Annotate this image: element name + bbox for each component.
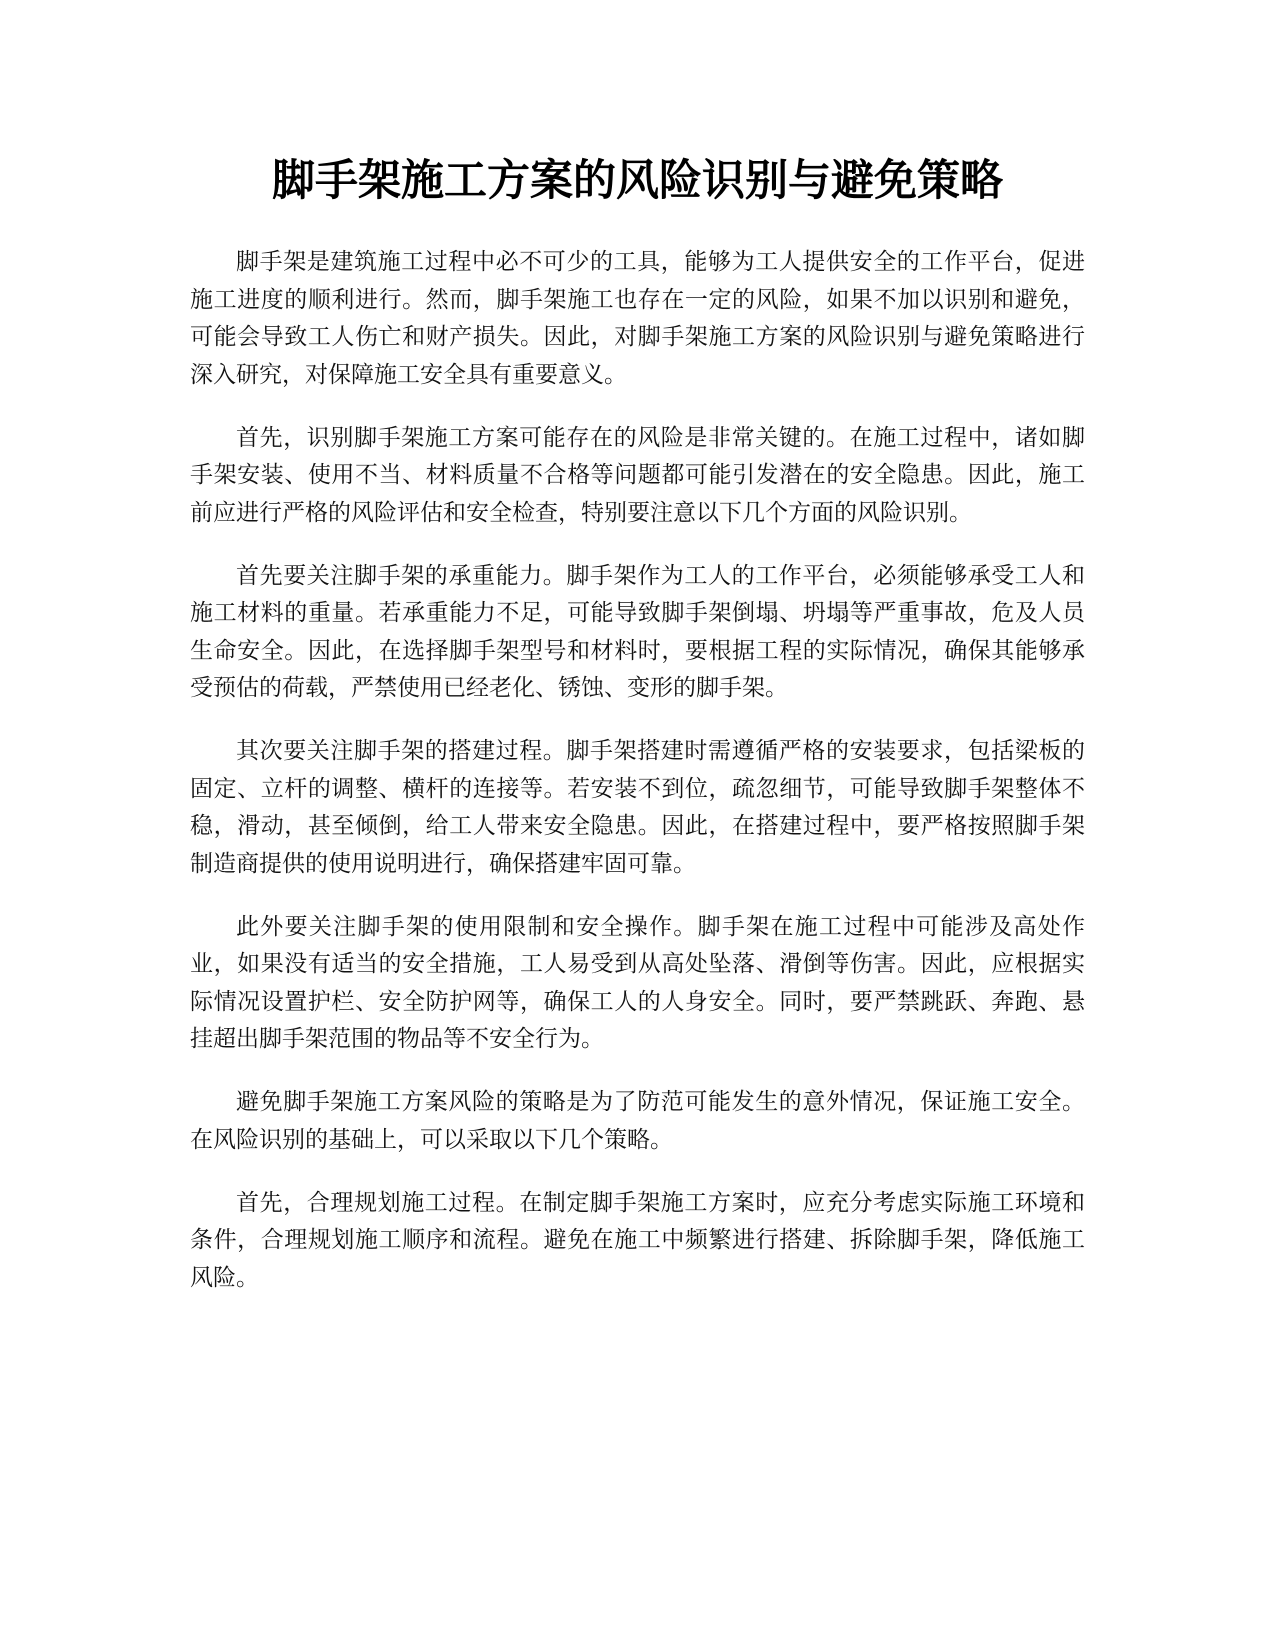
paragraph-risk-identification: 首先，识别脚手架施工方案可能存在的风险是非常关键的。在施工过程中，诸如脚手架安装、使用不当、材料质量不合格等问题都可能引发潜在的安全隐患。因此，施工前应进行严格的风险评估和安全检查，特别要注意以下几个方面的风险识别。 (190, 424, 1085, 526)
paragraph-intro: 脚手架是建筑施工过程中必不可少的工具，能够为工人提供安全的工作平台，促进施工进度的顺利进行。然而，脚手架施工也存在一定的风险，如果不加以识别和避免，可能会导致工人伤亡和财产损失。因此，对脚手架施工方案的风险识别与避免策略进行深入研究，对保障施工安全具有重要意义。 (190, 249, 1085, 388)
document-body (190, 244, 1085, 1323)
paragraph-planning: 首先，合理规划施工过程。在制定脚手架施工方案时，应充分考虑实际施工环境和条件，合理规划施工顺序和流程。避免在施工中频繁进行搭建、拆除脚手架，降低施工风险。 (190, 1189, 1085, 1291)
paragraph-load-capacity: 首先要关注脚手架的承重能力。脚手架作为工人的工作平台，必须能够承受工人和施工材料的重量。若承重能力不足，可能导致脚手架倒塌、坍塌等严重事故，危及人员生命安全。因此，在选择脚手架型号和材料时，要根据工程的实际情况，确保其能够承受预估的荷载，严禁使用已经老化、锈蚀、变形的脚手架。 (190, 562, 1085, 701)
paragraph-avoidance-strategy: 避免脚手架施工方案风险的策略是为了防范可能发生的意外情况，保证施工安全。在风险识别的基础上，可以采取以下几个策略。 (190, 1089, 1085, 1153)
document-title: 脚手架施工方案的风险识别与避免策略 (272, 156, 1003, 206)
paragraph-usage-safety: 此外要关注脚手架的使用限制和安全操作。脚手架在施工过程中可能涉及高处作业，如果没有适当的安全措施，工人易受到从高处坠落、滑倒等伤害。因此，应根据实际情况设置护栏、安全防护网等，确保工人的人身安全。同时，要严禁跳跃、奔跑、悬挂超出脚手架范围的物品等不安全行为。 (190, 913, 1085, 1052)
paragraph-erection-process: 其次要关注脚手架的搭建过程。脚手架搭建时需遵循严格的安装要求，包括梁板的固定、立杆的调整、横杆的连接等。若安装不到位，疏忽细节，可能导致脚手架整体不稳，滑动，甚至倾倒，给工人带来安全隐患。因此，在搭建过程中，要严格按照脚手架制造商提供的使用说明进行，确保搭建牢固可靠。 (190, 738, 1085, 877)
